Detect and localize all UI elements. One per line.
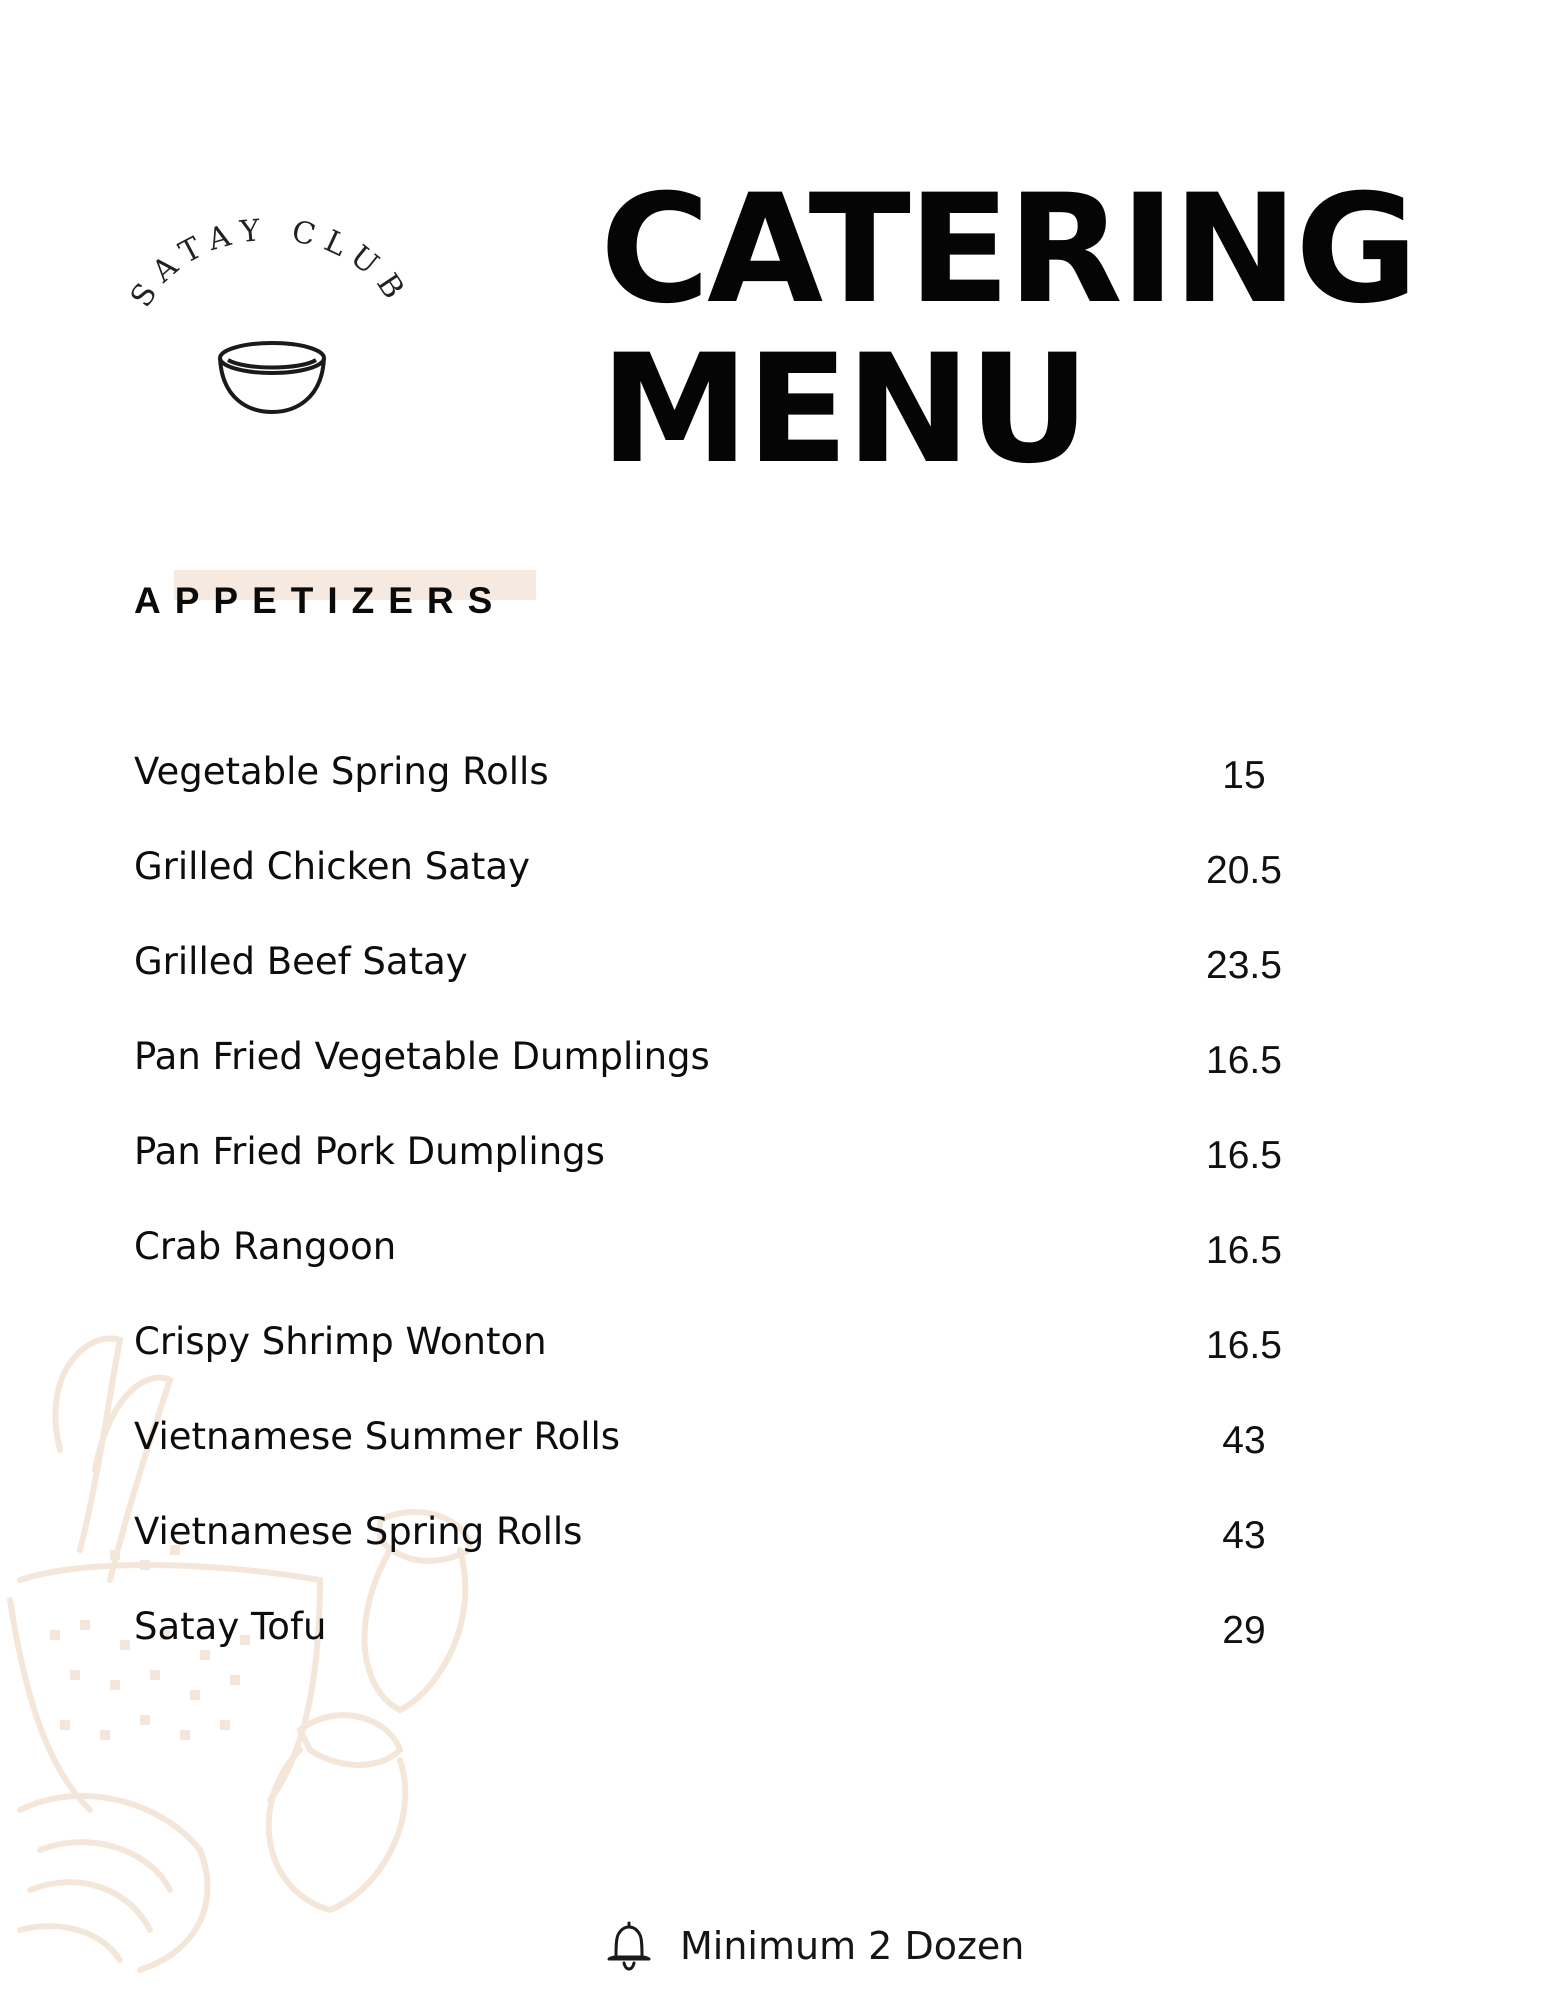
menu-list [134, 750, 1374, 1700]
minimum-order-note: Minimum 2 Dozen [680, 1924, 1025, 1968]
menu-item-name: Crab Rangoon [134, 1225, 397, 1268]
menu-item-name: Pan Fried Pork Dumplings [134, 1130, 605, 1173]
menu-item [134, 940, 1374, 1035]
menu-item-price: 16.5 [1206, 1039, 1282, 1082]
menu-item-name: Vegetable Spring Rolls [134, 750, 549, 793]
satay-club-logo [120, 212, 420, 440]
title-line-2: MENU [600, 323, 1088, 497]
menu-item-name: Crispy Shrimp Wonton [134, 1320, 547, 1363]
menu-item [134, 1225, 1374, 1320]
menu-item-price: 16.5 [1206, 1324, 1282, 1367]
menu-item [134, 1320, 1374, 1415]
menu-item-name: Grilled Beef Satay [134, 940, 468, 983]
menu-item-price: 23.5 [1206, 944, 1282, 987]
menu-item-name: Satay Tofu [134, 1605, 327, 1648]
menu-item [134, 1605, 1374, 1700]
menu-item [134, 750, 1374, 845]
title-line-1: CATERING [600, 163, 1416, 337]
menu-item-price: 16.5 [1206, 1229, 1282, 1272]
menu-item [134, 1130, 1374, 1225]
menu-item-price: 16.5 [1206, 1134, 1282, 1177]
menu-item [134, 1035, 1374, 1130]
bell-icon [604, 1919, 654, 1973]
menu-item [134, 1415, 1374, 1510]
menu-item-name: Grilled Chicken Satay [134, 845, 530, 888]
page-title [600, 163, 1500, 497]
menu-item-price: 20.5 [1206, 849, 1282, 892]
menu-item-name: Pan Fried Vegetable Dumplings [134, 1035, 710, 1078]
menu-item-price: 15 [1222, 754, 1266, 797]
menu-item-name: Vietnamese Summer Rolls [134, 1415, 621, 1458]
bowl-icon [220, 343, 324, 412]
section-header-appetizers [134, 570, 506, 630]
section-label: APPETIZERS [134, 580, 507, 621]
menu-item [134, 1510, 1374, 1605]
menu-item [134, 845, 1374, 940]
menu-item-price: 43 [1222, 1419, 1266, 1462]
menu-item-name: Vietnamese Spring Rolls [134, 1510, 583, 1553]
menu-item-price: 43 [1222, 1514, 1266, 1557]
menu-item-price: 29 [1222, 1609, 1266, 1652]
footer-note [604, 1918, 1024, 1974]
logo-text: SATAY CLUB [123, 212, 417, 314]
